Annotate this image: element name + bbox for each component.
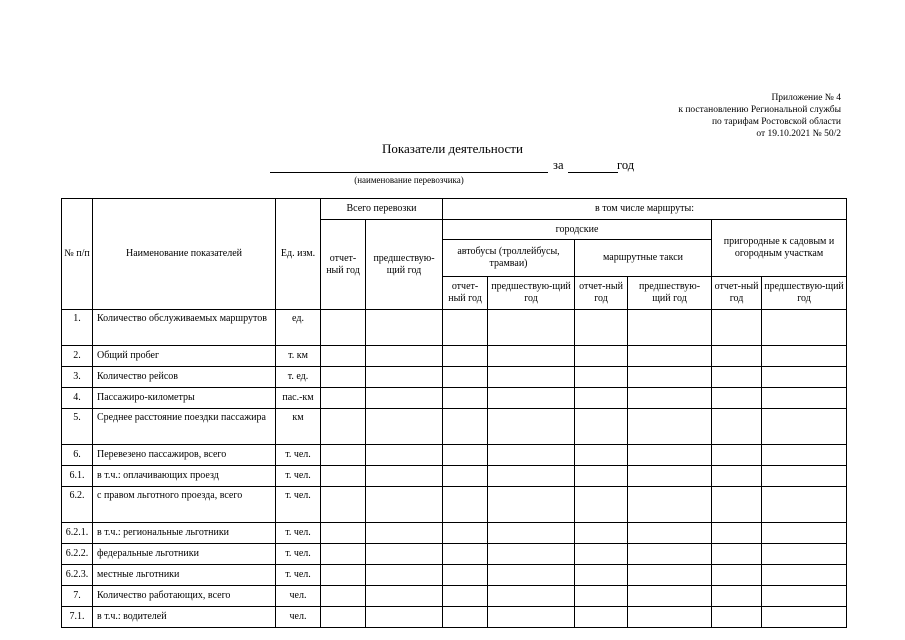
value-cell[interactable] [321, 466, 366, 487]
value-cell[interactable] [628, 487, 712, 523]
row-name: местные льготники [93, 565, 276, 586]
value-cell[interactable] [575, 367, 628, 388]
row-unit: чел. [276, 607, 321, 628]
row-num: 7.1. [62, 607, 93, 628]
value-cell[interactable] [762, 487, 847, 523]
row-name: в т.ч.: водителей [93, 607, 276, 628]
header-total: Всего перевозки [321, 199, 443, 220]
value-cell[interactable] [712, 523, 762, 544]
row-num: 1. [62, 310, 93, 346]
value-cell[interactable] [712, 409, 762, 445]
row-name: Количество работающих, всего [93, 586, 276, 607]
value-cell[interactable] [712, 586, 762, 607]
value-cell[interactable] [488, 487, 575, 523]
value-cell[interactable] [762, 523, 847, 544]
value-cell[interactable] [762, 565, 847, 586]
value-cell[interactable] [321, 523, 366, 544]
value-cell[interactable] [488, 388, 575, 409]
header-unit: Ед. изм. [276, 199, 321, 310]
header-bus-prev: предшествую-щий год [488, 277, 575, 310]
value-cell[interactable] [628, 445, 712, 466]
header-num: № п/п [62, 199, 93, 310]
value-cell[interactable] [366, 445, 443, 466]
table-row [62, 466, 847, 487]
value-cell[interactable] [366, 346, 443, 367]
value-cell[interactable] [712, 310, 762, 346]
value-cell[interactable] [762, 466, 847, 487]
value-cell[interactable] [321, 544, 366, 565]
row-unit: т. км [276, 346, 321, 367]
value-cell[interactable] [488, 445, 575, 466]
value-cell[interactable] [321, 586, 366, 607]
value-cell[interactable] [366, 607, 443, 628]
value-cell[interactable] [443, 388, 488, 409]
value-cell[interactable] [443, 409, 488, 445]
value-cell[interactable] [712, 466, 762, 487]
value-cell[interactable] [575, 409, 628, 445]
header-total-prev: предшествую-щий год [366, 220, 443, 310]
row-unit: пас.-км [276, 388, 321, 409]
value-cell[interactable] [321, 367, 366, 388]
value-cell[interactable] [488, 586, 575, 607]
header-taxi-prev: предшествую-щий год [628, 277, 712, 310]
table-row [62, 367, 847, 388]
value-cell[interactable] [366, 367, 443, 388]
value-cell[interactable] [366, 523, 443, 544]
value-cell[interactable] [628, 466, 712, 487]
row-name: Общий пробег [93, 346, 276, 367]
value-cell[interactable] [443, 607, 488, 628]
value-cell[interactable] [712, 367, 762, 388]
row-unit: т. чел. [276, 487, 321, 523]
value-cell[interactable] [628, 346, 712, 367]
header-urban: городские [443, 220, 712, 240]
table-row [62, 523, 847, 544]
row-num: 4. [62, 388, 93, 409]
row-unit: т. чел. [276, 445, 321, 466]
row-unit: ед. [276, 310, 321, 346]
row-unit: т. чел. [276, 544, 321, 565]
table-row [62, 607, 847, 628]
value-cell[interactable] [712, 388, 762, 409]
value-cell[interactable] [762, 586, 847, 607]
value-cell[interactable] [712, 565, 762, 586]
value-cell[interactable] [628, 607, 712, 628]
value-cell[interactable] [443, 310, 488, 346]
row-name: с правом льготного проезда, всего [93, 487, 276, 523]
header-taxi-report: отчет-ный год [575, 277, 628, 310]
row-num: 6.2.1. [62, 523, 93, 544]
header-incl: в том числе маршруты: [443, 199, 847, 220]
header-sub-prev: предшествую-щий год [762, 277, 847, 310]
value-cell[interactable] [575, 586, 628, 607]
year-blank [568, 172, 618, 173]
value-cell[interactable] [762, 388, 847, 409]
value-cell[interactable] [488, 367, 575, 388]
row-num: 2. [62, 346, 93, 367]
page-title: Показатели деятельности [382, 141, 523, 156]
row-unit: км [276, 409, 321, 445]
row-unit: т. чел. [276, 565, 321, 586]
row-num: 6.2. [62, 487, 93, 523]
value-cell[interactable] [762, 310, 847, 346]
value-cell[interactable] [443, 445, 488, 466]
table-row [62, 409, 847, 445]
row-name: Количество обслуживаемых маршрутов [93, 310, 276, 346]
value-cell[interactable] [443, 544, 488, 565]
value-cell[interactable] [443, 466, 488, 487]
value-cell[interactable] [762, 445, 847, 466]
value-cell[interactable] [366, 466, 443, 487]
row-unit: т. чел. [276, 466, 321, 487]
value-cell[interactable] [628, 544, 712, 565]
value-cell[interactable] [575, 523, 628, 544]
value-cell[interactable] [488, 565, 575, 586]
value-cell[interactable] [712, 445, 762, 466]
table-row [62, 445, 847, 466]
value-cell[interactable] [628, 523, 712, 544]
row-num: 6.1. [62, 466, 93, 487]
value-cell[interactable] [575, 466, 628, 487]
row-unit: т. ед. [276, 367, 321, 388]
row-num: 6. [62, 445, 93, 466]
value-cell[interactable] [575, 445, 628, 466]
value-cell[interactable] [443, 565, 488, 586]
carrier-god-label: год [617, 158, 635, 172]
value-cell[interactable] [712, 346, 762, 367]
row-name: Среднее расстояние поездки пассажира [93, 409, 276, 445]
carrier-caption: (наименование перевозчика) [354, 175, 464, 185]
value-cell[interactable] [488, 523, 575, 544]
value-cell[interactable] [321, 565, 366, 586]
value-cell[interactable] [488, 310, 575, 346]
table-row [62, 388, 847, 409]
value-cell[interactable] [488, 409, 575, 445]
value-cell[interactable] [321, 445, 366, 466]
value-cell[interactable] [366, 544, 443, 565]
header-bus-report: отчет-ный год [443, 277, 488, 310]
value-cell[interactable] [628, 565, 712, 586]
appendix-line-3: по тарифам Ростовской области [711, 117, 841, 127]
value-cell[interactable] [321, 388, 366, 409]
value-cell[interactable] [488, 544, 575, 565]
header-sub-report: отчет-ный год [712, 277, 762, 310]
header-total-report: отчет-ный год [321, 220, 366, 310]
header-name: Наименование показателей [93, 199, 276, 310]
value-cell[interactable] [628, 409, 712, 445]
header-suburban: пригородные к садовым и огородным участкам [712, 220, 847, 277]
value-cell[interactable] [762, 346, 847, 367]
value-cell[interactable] [575, 544, 628, 565]
row-name: Перевезено пассажиров, всего [93, 445, 276, 466]
value-cell[interactable] [575, 607, 628, 628]
value-cell[interactable] [575, 346, 628, 367]
appendix-line-2: к постановлению Региональной службы [678, 105, 841, 115]
value-cell[interactable] [762, 607, 847, 628]
value-cell[interactable] [366, 565, 443, 586]
value-cell[interactable] [366, 388, 443, 409]
appendix-line-4: от 19.10.2021 № 50/2 [756, 129, 841, 139]
table-row [62, 544, 847, 565]
table-row [62, 346, 847, 367]
header-bus: автобусы (троллейбусы, трамваи) [443, 240, 575, 277]
value-cell[interactable] [628, 586, 712, 607]
table-row [62, 310, 847, 346]
value-cell[interactable] [712, 607, 762, 628]
row-num: 3. [62, 367, 93, 388]
row-name: Количество рейсов [93, 367, 276, 388]
value-cell[interactable] [321, 310, 366, 346]
value-cell[interactable] [321, 346, 366, 367]
value-cell[interactable] [443, 346, 488, 367]
table-row [62, 487, 847, 523]
value-cell[interactable] [321, 409, 366, 445]
row-num: 6.2.3. [62, 565, 93, 586]
row-name: Пассажиро-километры [93, 388, 276, 409]
row-unit: т. чел. [276, 523, 321, 544]
value-cell[interactable] [762, 544, 847, 565]
value-cell[interactable] [366, 310, 443, 346]
value-cell[interactable] [762, 367, 847, 388]
value-cell[interactable] [366, 409, 443, 445]
table-row [62, 565, 847, 586]
row-name: в т.ч.: региональные льготники [93, 523, 276, 544]
value-cell[interactable] [488, 607, 575, 628]
table-row [62, 586, 847, 607]
value-cell[interactable] [628, 388, 712, 409]
value-cell[interactable] [488, 346, 575, 367]
table-body [62, 310, 847, 628]
value-cell[interactable] [575, 565, 628, 586]
value-cell[interactable] [366, 487, 443, 523]
row-num: 6.2.2. [62, 544, 93, 565]
value-cell[interactable] [628, 310, 712, 346]
value-cell[interactable] [443, 523, 488, 544]
value-cell[interactable] [762, 409, 847, 445]
row-unit: чел. [276, 586, 321, 607]
value-cell[interactable] [488, 466, 575, 487]
row-name: федеральные льготники [93, 544, 276, 565]
value-cell[interactable] [443, 487, 488, 523]
value-cell[interactable] [712, 487, 762, 523]
indicators-table [61, 198, 847, 628]
value-cell[interactable] [321, 487, 366, 523]
value-cell[interactable] [575, 487, 628, 523]
carrier-za-label: за [553, 158, 564, 172]
value-cell[interactable] [575, 310, 628, 346]
value-cell[interactable] [443, 586, 488, 607]
appendix-block [581, 92, 841, 140]
row-num: 5. [62, 409, 93, 445]
header-taxi: маршрутные такси [575, 240, 712, 277]
appendix-line-1: Приложение № 4 [771, 93, 841, 103]
value-cell[interactable] [443, 367, 488, 388]
carrier-line [270, 158, 670, 174]
row-name: в т.ч.: оплачивающих проезд [93, 466, 276, 487]
value-cell[interactable] [321, 607, 366, 628]
value-cell[interactable] [575, 388, 628, 409]
carrier-name-blank [270, 172, 548, 173]
value-cell[interactable] [366, 586, 443, 607]
row-num: 7. [62, 586, 93, 607]
value-cell[interactable] [628, 367, 712, 388]
value-cell[interactable] [712, 544, 762, 565]
